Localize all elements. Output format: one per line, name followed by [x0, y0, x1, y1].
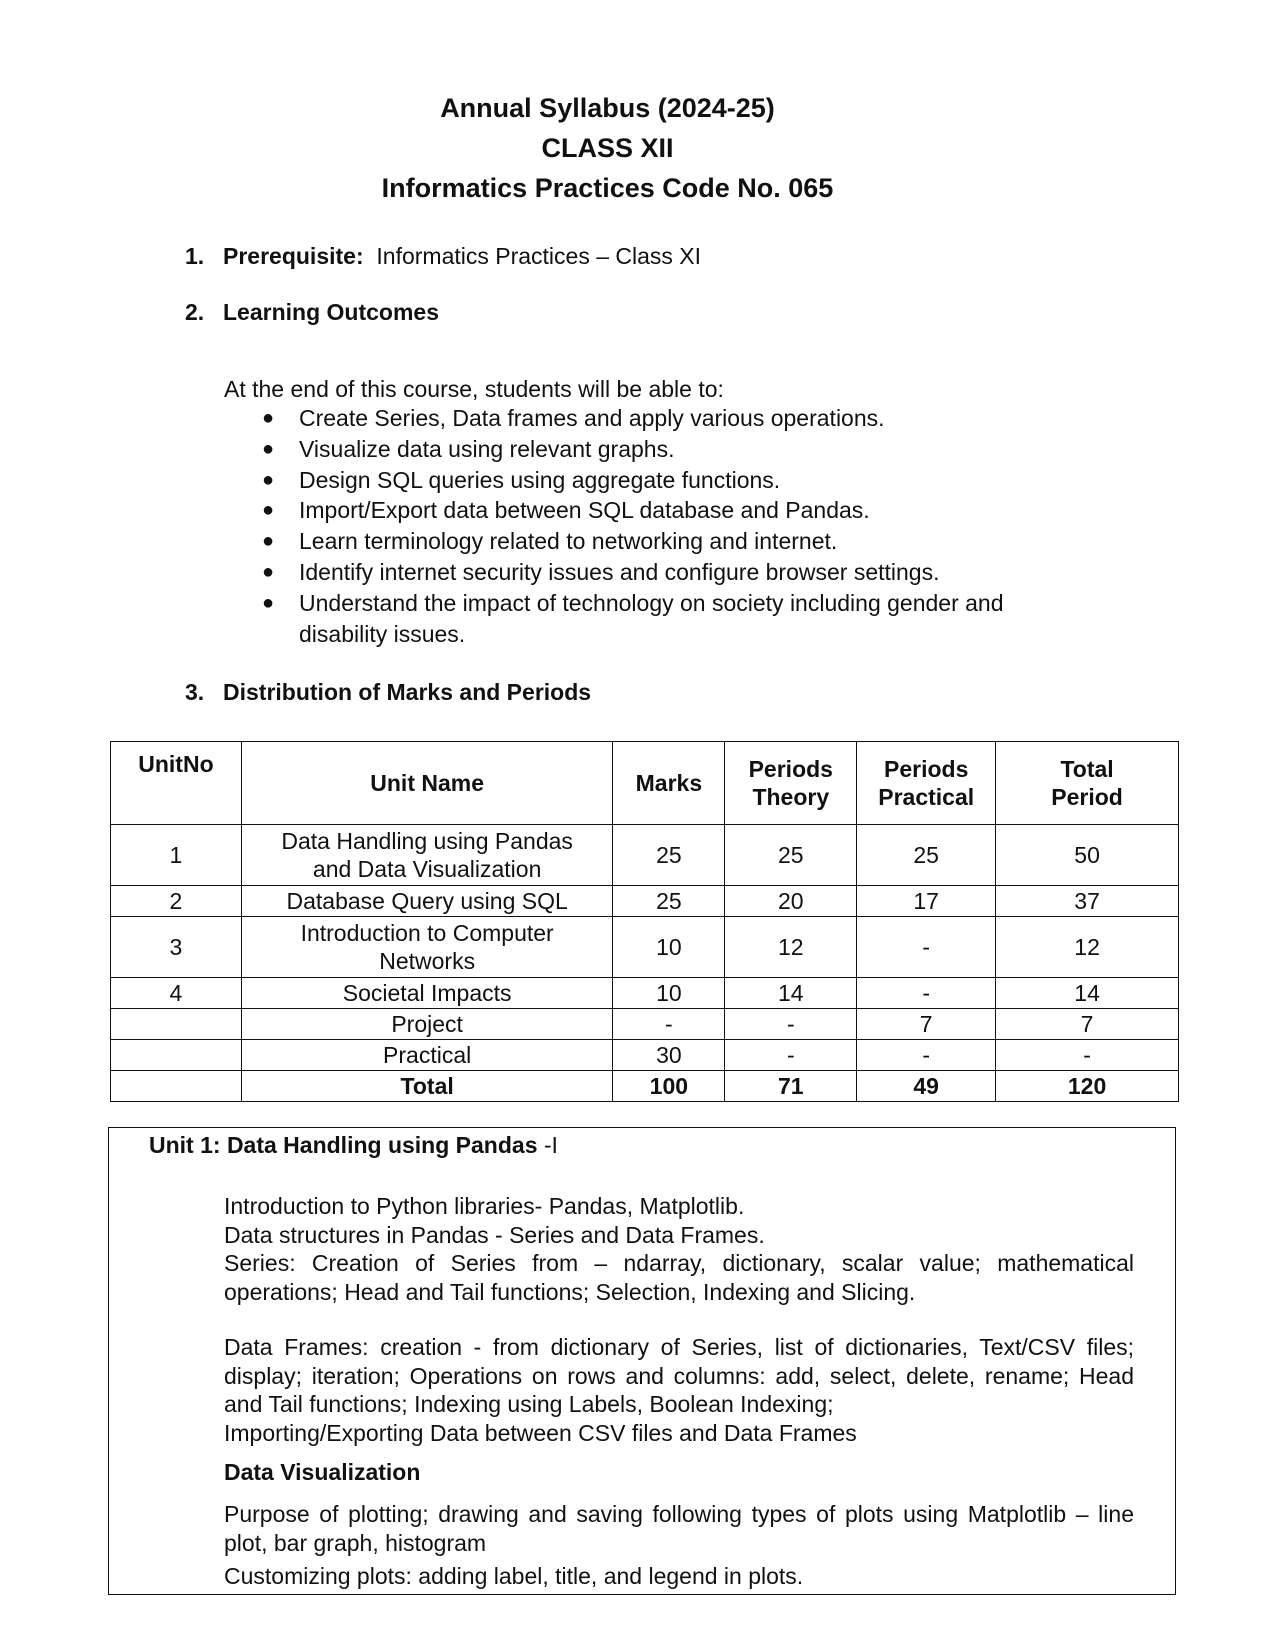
unit1-paragraph-customizing: Customizing plots: adding label, title, and legend in plots.	[224, 1563, 804, 1589]
unit1-box	[108, 1127, 1176, 1595]
cell-theory: 20	[725, 886, 857, 917]
cell-theory: -	[725, 1009, 857, 1040]
table-row	[111, 825, 1179, 886]
list-item: ● Identify internet security issues and configure browser settings.	[262, 557, 1082, 588]
cell-total: 50	[996, 825, 1179, 886]
header-unit-name: Unit Name	[241, 742, 613, 825]
bullet-icon: ●	[262, 437, 275, 460]
cell-total: 120	[996, 1071, 1179, 1102]
cell-practical: 7	[857, 1009, 996, 1040]
cell-total: 37	[996, 886, 1179, 917]
cell-theory: -	[725, 1040, 857, 1071]
list-item: ● Understand the impact of technology on society including gender and disability issues.	[262, 589, 1004, 647]
cell-unit: 3	[111, 917, 242, 978]
cell-unit	[111, 1071, 242, 1102]
cell-theory: 12	[725, 917, 857, 978]
table-row	[111, 917, 1179, 978]
bullet-icon: ●	[262, 591, 275, 614]
bullet-icon: ●	[262, 407, 275, 429]
cell-marks: 100	[613, 1071, 725, 1102]
outcomes-list	[262, 403, 1082, 649]
cell-practical: 49	[857, 1071, 996, 1102]
outcomes-intro: At the end of this course, students will be able to:	[224, 376, 724, 402]
header-periods-practical: Periods Practical	[857, 742, 996, 825]
cell-practical: 17	[857, 886, 996, 917]
bullet-icon: ●	[262, 499, 275, 522]
section-distribution	[185, 677, 591, 707]
cell-unit	[111, 1009, 242, 1040]
section-label: Learning Outcomes	[223, 299, 439, 325]
marks-distribution-table	[110, 741, 1179, 1102]
cell-practical: -	[857, 1040, 996, 1071]
section-learning-outcomes	[185, 297, 439, 327]
cell-marks: 25	[613, 825, 725, 886]
cell-total: 12	[996, 917, 1179, 978]
list-item: ● Learn terminology related to networking and internet.	[262, 526, 1082, 557]
section-label: Prerequisite:	[223, 243, 364, 269]
section-number: 1.	[185, 243, 205, 269]
table-row	[111, 886, 1179, 917]
cell-unit-name: Introduction to Computer Networks	[241, 917, 613, 978]
table-row	[111, 1009, 1179, 1040]
cell-marks: 30	[613, 1040, 725, 1071]
bullet-icon: ●	[262, 560, 275, 583]
class-title: CLASS XII	[541, 133, 674, 163]
list-item: ● Import/Export data between SQL database and Pandas.	[262, 495, 1082, 526]
table-total-row	[111, 1071, 1179, 1102]
cell-marks: 10	[613, 917, 725, 978]
unit1-title: Unit 1: Data Handling using Pandas -I	[149, 1132, 558, 1158]
table-row	[111, 1040, 1179, 1071]
unit1-paragraph-dataframes: Data Frames: creation - from dictionary of Series, list of dictionaries, Text/CSV files; display; iteration; Operations on rows and columns: add, select, delete, rename; Head and Tail functions; Indexing using Labels, Boolean Indexing; Importing/Exporting Data between CSV files and Data Frames	[224, 1334, 1134, 1446]
cell-unit-name: Data Handling using Pandas and Data Visualization	[241, 825, 613, 886]
table-header-row	[111, 742, 1179, 825]
cell-theory: 14	[725, 978, 857, 1009]
table-row	[111, 978, 1179, 1009]
cell-marks: -	[613, 1009, 725, 1040]
bullet-icon: ●	[262, 530, 275, 553]
cell-unit-name: Societal Impacts	[241, 978, 613, 1009]
cell-unit: 4	[111, 978, 242, 1009]
cell-unit-name: Practical	[241, 1040, 613, 1071]
list-item: ● Design SQL queries using aggregate functions.	[262, 465, 1082, 496]
page-header	[0, 88, 1215, 208]
prerequisite-text: Informatics Practices – Class XI	[376, 243, 702, 269]
subject-title: Informatics Practices Code No. 065	[381, 173, 834, 203]
cell-theory: 25	[725, 825, 857, 886]
cell-total: 14	[996, 978, 1179, 1009]
list-item: ● Visualize data using relevant graphs.	[262, 434, 1082, 465]
cell-theory: 71	[725, 1071, 857, 1102]
section-number: 3.	[185, 679, 205, 705]
cell-practical: -	[857, 978, 996, 1009]
header-marks: Marks	[613, 742, 725, 825]
cell-unit-name: Project	[241, 1009, 613, 1040]
header-total-period: Total Period	[996, 742, 1179, 825]
section-label: Distribution of Marks and Periods	[223, 679, 592, 705]
cell-unit: 2	[111, 886, 242, 917]
syllabus-title: Annual Syllabus (2024-25)	[440, 93, 775, 123]
header-periods-theory: Periods Theory	[725, 742, 857, 825]
data-visualization-heading: Data Visualization	[224, 1459, 421, 1485]
cell-practical: 25	[857, 825, 996, 886]
section-prerequisite	[185, 241, 701, 271]
cell-unit-name: Total	[241, 1071, 613, 1102]
cell-marks: 25	[613, 886, 725, 917]
unit1-paragraph-intro: Introduction to Python libraries- Pandas, Matplotlib. Data structures in Pandas - Series and Data Frames. Series: Creation of Series from – ndarray, dictionary, scalar value; mathematical operations; Head and Tail functions; Selection, Indexing and Slicing.	[224, 1193, 1134, 1305]
list-item: ● Create Series, Data frames and apply various operations.	[262, 403, 1082, 434]
unit1-paragraph-plotting: Purpose of plotting; drawing and saving following types of plots using Matplotlib – line plot, bar graph, histogram	[224, 1501, 1134, 1556]
header-unitno: UnitNo	[111, 742, 242, 825]
cell-total: -	[996, 1040, 1179, 1071]
cell-practical: -	[857, 917, 996, 978]
bullet-icon: ●	[262, 468, 275, 491]
section-number: 2.	[185, 299, 205, 325]
cell-unit: 1	[111, 825, 242, 886]
cell-unit	[111, 1040, 242, 1071]
cell-unit-name: Database Query using SQL	[241, 886, 613, 917]
cell-total: 7	[996, 1009, 1179, 1040]
cell-marks: 10	[613, 978, 725, 1009]
